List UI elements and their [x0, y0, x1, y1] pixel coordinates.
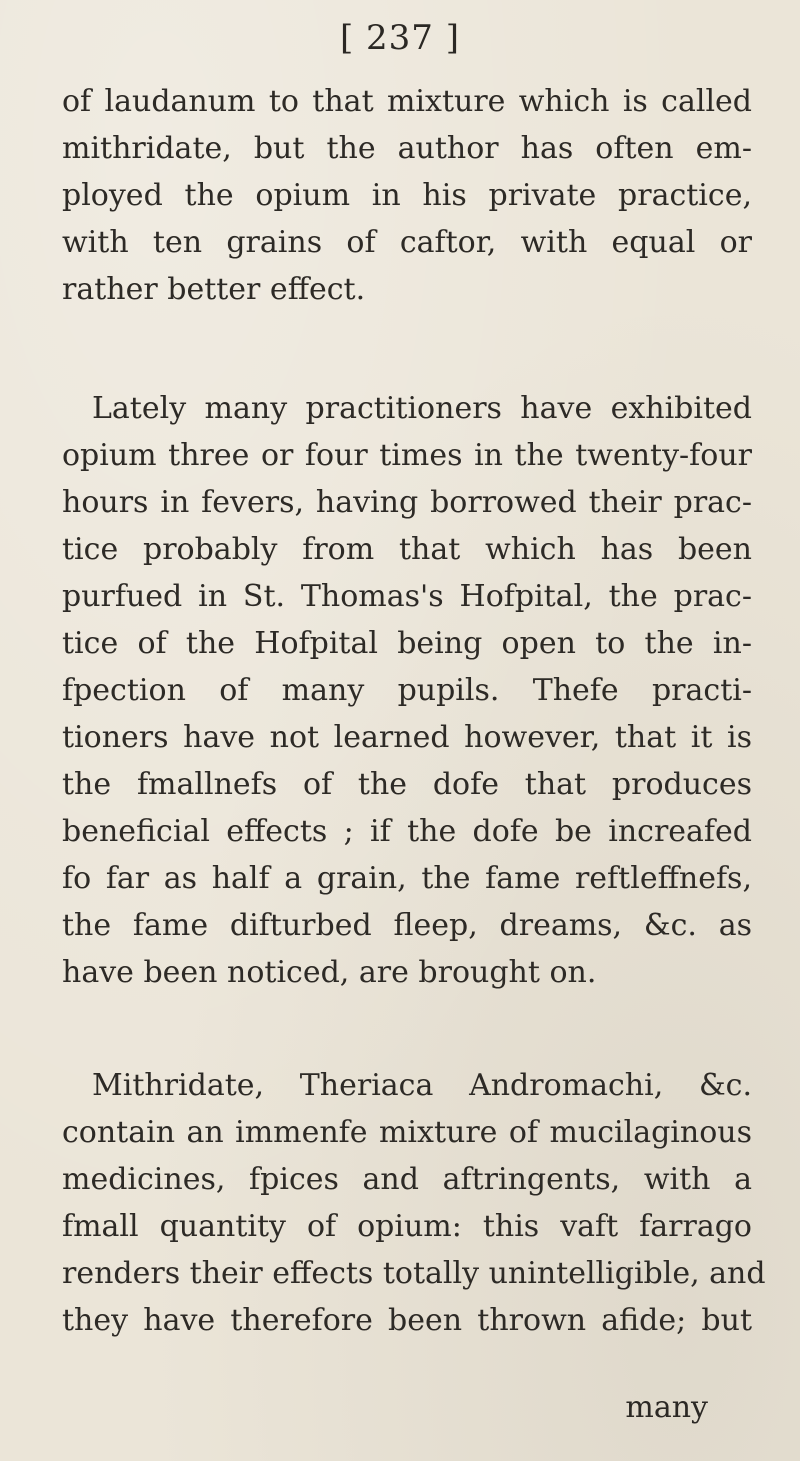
text-line: ployed the opium in his private practice, — [62, 178, 752, 213]
text-line: Lately many practitioners have exhibited — [92, 391, 752, 426]
text-line: mithridate, but the author has often em- — [62, 131, 752, 166]
text-line: purfued in St. Thomas's Hofpital, the prac- — [62, 579, 752, 614]
text-line: medicines, fpices and aftringents, with a — [62, 1162, 752, 1197]
text-line: fpection of many pupils. Thefe practi- — [62, 673, 752, 708]
text-line: have been noticed, are brought on. — [62, 955, 597, 990]
text-line: fmall quantity of opium: this vaft farrago — [62, 1209, 752, 1244]
text-line: hours in fevers, having borrowed their prac- — [62, 485, 752, 520]
text-line: beneficial effects ; if the dofe be increafed — [62, 814, 752, 849]
text-line: Mithridate, Theriaca Andromachi, &c. — [92, 1068, 752, 1103]
text-line: rather better effect. — [62, 272, 366, 307]
text-line: tice probably from that which has been — [62, 532, 752, 567]
paragraph-3 — [62, 1062, 766, 1344]
text-line: fo far as half a grain, the fame reftleffnefs, — [62, 861, 752, 896]
text-line: tice of the Hofpital being open to the in- — [62, 626, 752, 661]
paragraph-1 — [62, 78, 752, 313]
text-line: opium three or four times in the twenty-four — [62, 438, 752, 473]
text-line: of laudanum to that mixture which is called — [62, 84, 752, 119]
text-line: tioners have not learned however, that it is — [62, 720, 752, 755]
page-number: [ 237 ] — [339, 18, 461, 58]
catchword: many — [625, 1390, 708, 1425]
text-line: renders their effects totally unintelligible, and — [62, 1256, 766, 1291]
text-line: contain an immenfe mixture of mucilaginous — [62, 1115, 752, 1150]
paragraph-2 — [62, 385, 752, 996]
text-line: with ten grains of caftor, with equal or — [62, 225, 752, 260]
text-line: they have therefore been thrown afide; but — [62, 1303, 752, 1338]
text-line: the fmallnefs of the dofe that produces — [62, 767, 752, 802]
text-line: the fame difturbed fleep, dreams, &c. as — [62, 908, 752, 943]
